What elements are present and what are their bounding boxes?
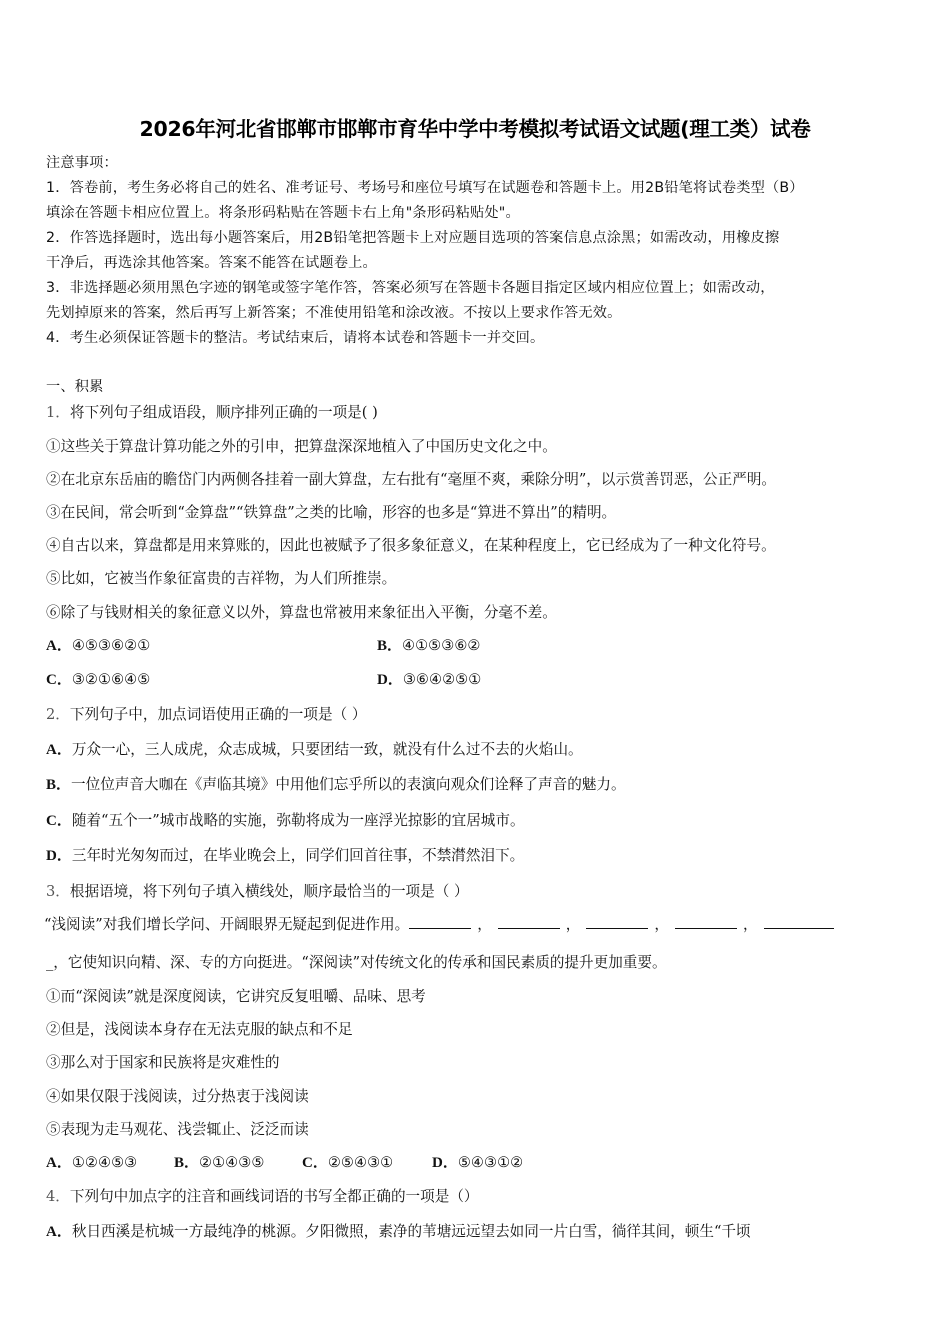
answer-blank[interactable] — [586, 914, 648, 929]
sentence-item: ①这些关于算盘计算功能之外的引申，把算盘深深地植入了中国历史文化之中。 — [46, 438, 557, 455]
option-a[interactable]: A．①②④⑤③ — [46, 1154, 138, 1171]
notice-line: 干净后，再选涂其他答案。答案不能答在试题卷上。 — [46, 255, 377, 271]
option-d[interactable]: D．③⑥④②⑤① — [377, 671, 482, 688]
question-stem: 根据语境，将下列句子填入横线处，顺序最恰当的一项是（ ） — [69, 883, 469, 900]
sentence-item: ④自古以来，算盘都是用来算账的，因此也被赋予了很多象征意义，在某种程度上，它已经成为了一种文化符号。 — [46, 537, 776, 554]
question-number: 2． — [46, 706, 70, 723]
question-stem: 下列句中加点字的注音和画线词语的书写全都正确的一项是（） — [69, 1188, 479, 1205]
document-title: 2026年河北省邯郸市邯郸市育华中学中考模拟考试语文试题(理工类）试卷 — [139, 117, 811, 141]
option-c[interactable]: C．②⑤④③① — [302, 1154, 394, 1171]
sentence-item: ②但是，浅阅读本身存在无法克服的缺点和不足 — [46, 1021, 353, 1038]
notice-line: 先划掉原来的答案，然后再写上新答案；不准使用铅笔和涂改液。不按以上要求作答无效。 — [46, 305, 622, 321]
question-4 — [46, 1185, 479, 1206]
question-stem: 将下列句子组成语段，顺序排列正确的一项是( ) — [69, 404, 378, 421]
answer-blank[interactable] — [409, 914, 471, 929]
notice-line: 2．作答选择题时，选出每小题答案后，用2B铅笔把答题卡上对应题目选项的答案信息点涂黑；如需改动，用橡皮擦 — [46, 230, 780, 246]
option-b[interactable]: B．②①④③⑤ — [174, 1154, 265, 1171]
question-2 — [46, 703, 366, 724]
sentence-item: ③在民间，常会听到“金算盘”“铁算盘”之类的比喻，形容的也多是“算进不算出”的精明。 — [46, 504, 617, 521]
option-a[interactable]: A．④⑤③⑥②① — [46, 637, 151, 654]
answer-blank[interactable] — [675, 914, 737, 929]
sentence-item: ①而“深阅读”就是深度阅读，它讲究反复咀嚼、品味、思考 — [46, 988, 426, 1005]
answer-blank[interactable] — [498, 914, 560, 929]
question-number: 3． — [46, 883, 70, 900]
question-3 — [46, 880, 469, 901]
sentence-item: ⑤比如，它被当作象征富贵的吉祥物，为人们所推崇。 — [46, 570, 397, 587]
option-b[interactable]: B．一位位声音大咖在《声临其境》中用他们忘乎所以的表演向观众们诠释了声音的魅力。 — [46, 776, 626, 793]
question-1 — [46, 401, 378, 422]
notice-line: 填涂在答题卡相应位置上。将条形码粘贴在答题卡右上角"条形码粘贴处"。 — [46, 205, 520, 221]
option-d[interactable]: D．⑤④③①② — [432, 1154, 524, 1171]
question-number: 1． — [46, 404, 70, 421]
question-stem: 下列句子中，加点词语使用正确的一项是（ ） — [69, 706, 367, 723]
notice-line: 3．非选择题必须用黑色字迹的钢笔或签字笔作答，答案必须写在答题卡各题目指定区域内相应位置上；如需改动， — [46, 280, 775, 296]
sentence-item: ⑥除了与钱财相关的象征意义以外，算盘也常被用来象征出入平衡，分毫不差。 — [46, 604, 557, 621]
option-a[interactable]: A．万众一心，三人成虎，众志成城，只要团结一致，就没有什么过不去的火焰山。 — [46, 741, 583, 758]
sentence-item: ④如果仅限于浅阅读，过分热衷于浅阅读 — [46, 1088, 309, 1105]
option-d[interactable]: D．三年时光匆匆而过，在毕业晚会上，同学们回首往事，不禁潸然泪下。 — [46, 847, 525, 864]
fill-in-passage: “浅阅读”对我们增长学问、开阔眼界无疑起到促进作用。 ， ， ， ， — [44, 913, 834, 934]
sentence-item: ②在北京东岳庙的瞻岱门内两侧各挂着一副大算盘，左右批有“毫厘不爽，乘除分明”，以示赏善罚恶，公正严明。 — [46, 471, 777, 488]
fill-in-passage-end: _，它使知识向精、深、专的方向挺进。“深阅读”对传统文化的传承和国民素质的提升更加重要。 — [46, 954, 667, 971]
notice-heading: 注意事项： — [46, 155, 118, 171]
notice-line: 4．考生必须保证答题卡的整洁。考试结束后，请将本试卷和答题卡一并交回。 — [46, 330, 545, 346]
notice-line: 1．答卷前，考生务必将自己的姓名、准考证号、考场号和座位号填写在试题卷和答题卡上。用2B铅笔将试卷类型（B） — [46, 180, 804, 196]
option-c[interactable]: C．随着“五个一”城市战略的实施，弥勒将成为一座浮光掠影的宜居城市。 — [46, 812, 525, 829]
option-c[interactable]: C．③②①⑥④⑤ — [46, 671, 151, 688]
section-heading: 一、积累 — [46, 379, 104, 395]
question-number: 4． — [46, 1188, 70, 1205]
sentence-item: ③那么对于国家和民族将是灾难性的 — [46, 1054, 280, 1071]
option-a[interactable]: A．秋日西溪是杭城一方最纯净的桃源。夕阳微照，素净的苇塘远远望去如同一片白雪，徜徉其间，顿生“千顷 — [46, 1223, 751, 1240]
answer-blank[interactable] — [764, 914, 834, 929]
sentence-item: ⑤表现为走马观花、浅尝辄止、泛泛而读 — [46, 1121, 309, 1138]
option-b[interactable]: B．④①⑤③⑥② — [377, 637, 481, 654]
